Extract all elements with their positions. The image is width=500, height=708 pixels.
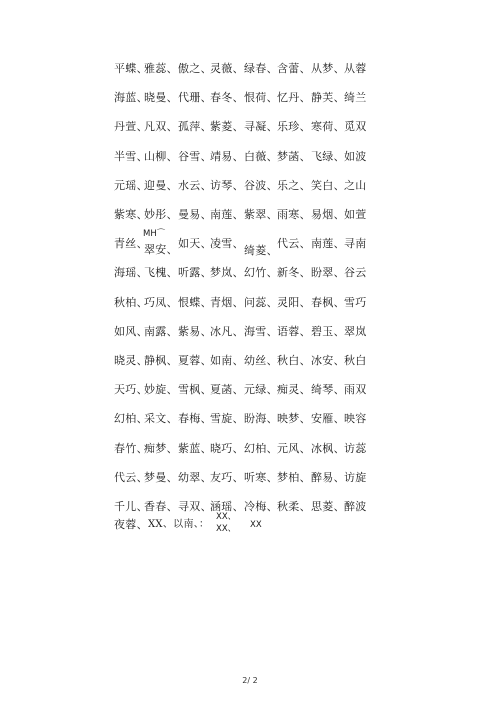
name-cell: 梦岚、 [210, 266, 244, 279]
name-row [0, 120, 500, 140]
name-cell: 曼易、 [178, 208, 212, 221]
name-cell: 访旋 [344, 471, 367, 484]
name-cell: 晓巧、 [210, 442, 244, 455]
name-cell: 春竹、 [114, 442, 148, 455]
name-cell: 千儿、 [114, 500, 148, 513]
name-cell: 灵薇、 [210, 62, 244, 75]
name-cell: 梦曼、 [144, 471, 178, 484]
last-row-word: 夜蓉、 [114, 518, 148, 531]
name-cell: 绮兰 [344, 91, 367, 104]
name-cell: 冰安、 [311, 354, 345, 367]
name-cell: 醉波 [344, 500, 367, 513]
name-cell: 紫蓝、 [178, 442, 212, 455]
name-cell: 雨双 [344, 383, 367, 396]
name-cell: 紫翠、 [244, 208, 278, 221]
last-row-xx-2: XX、 [216, 512, 237, 522]
name-row [0, 383, 500, 403]
name-cell: 如波 [344, 150, 367, 163]
name-cell: 觅双 [344, 120, 367, 133]
name-cell: 晓曼、 [144, 91, 178, 104]
name-cell: 夏蓉、 [178, 354, 212, 367]
name-row [0, 442, 500, 462]
name-cell: 天巧、 [114, 383, 148, 396]
name-cell: 代云、 [277, 237, 311, 250]
name-cell: 寒荷、 [311, 120, 345, 133]
name-cell: 雨寒、 [277, 208, 311, 221]
name-cell: 白薇、 [244, 150, 278, 163]
name-cell: 平蝶、 [114, 62, 148, 75]
name-cell: 采文、 [144, 412, 178, 425]
name-cell: 易烟、 [311, 208, 345, 221]
name-cell: 映梦、 [277, 412, 311, 425]
name-cell: 从蓉 [344, 62, 367, 75]
name-cell: 问蕊、 [244, 296, 278, 309]
name-cell: 痴灵、 [277, 383, 311, 396]
name-cell: 巧凤、 [144, 296, 178, 309]
name-cell: 灵阳、 [277, 296, 311, 309]
name-cell: 香春、 [144, 500, 178, 513]
name-cell: 听露、 [178, 266, 212, 279]
name-row [0, 179, 500, 199]
name-cell: 元风、 [277, 442, 311, 455]
name-cell: 幻柏、 [114, 412, 148, 425]
name-cell: 代云、 [114, 471, 148, 484]
last-row-xx-1: XX、以南、： [148, 519, 210, 530]
name-cell: 春梅、 [178, 412, 212, 425]
name-row [0, 208, 500, 228]
name-cell: 飞绿、 [311, 150, 345, 163]
name-cell: 访琴、 [210, 179, 244, 192]
name-cell: 妙彤、 [144, 208, 178, 221]
name-cell: 静芙、 [311, 91, 345, 104]
name-cell: 如萱 [344, 208, 367, 221]
name-cell: 涵瑶、 [210, 500, 244, 513]
name-cell: 紫易、 [178, 325, 212, 338]
name-row [0, 266, 500, 286]
name-row [0, 62, 500, 82]
name-cell: 从梦、 [311, 62, 345, 75]
name-cell: 恨荷、 [244, 91, 278, 104]
last-row-xx-3: XX、 [216, 524, 237, 534]
name-cell: 思菱、 [311, 500, 345, 513]
name-cell: 紫菱、 [210, 120, 244, 133]
name-cell: 秋柔、 [277, 500, 311, 513]
name-cell: 海蓝、 [114, 91, 148, 104]
name-cell: 寻双、 [178, 500, 212, 513]
name-cell: 雪巧 [344, 296, 367, 309]
name-cell: 乐之、 [277, 179, 311, 192]
name-cell: 凌雪、 [210, 237, 244, 250]
name-cell: 南露、 [144, 325, 178, 338]
name-cell: 谷波、 [244, 179, 278, 192]
name-cell: 半雪、 [114, 150, 148, 163]
name-row [0, 471, 500, 491]
name-cell: 寻凝、 [244, 120, 278, 133]
name-cell: 海雪、 [244, 325, 278, 338]
name-cell: 水云、 [178, 179, 212, 192]
name-cell: 紫寒、 [114, 208, 148, 221]
name-cell: 孤萍、 [178, 120, 212, 133]
name-cell: 秋白 [344, 354, 367, 367]
name-row [0, 91, 500, 111]
name-cell: 乐珍、 [277, 120, 311, 133]
name-cell: 丹萱、 [114, 120, 148, 133]
name-cell: 代珊、 [178, 91, 212, 104]
name-cell: 安雁、 [311, 412, 345, 425]
name-cell: 幻竹、 [244, 266, 278, 279]
name-row [0, 237, 500, 257]
last-row-xx-4: XX [250, 520, 262, 530]
name-cell: 梦菡、 [277, 150, 311, 163]
name-row [0, 500, 500, 520]
name-cell: 雪枫、 [178, 383, 212, 396]
name-cell: 醉易、 [311, 471, 345, 484]
mh-annotation: MH⌒ [143, 229, 166, 239]
name-cell: 绮菱、 [244, 244, 278, 257]
name-cell: 谷雪、 [178, 150, 212, 163]
name-cell: 新冬、 [277, 266, 311, 279]
name-cell: 恨蝶、 [178, 296, 212, 309]
name-cell: 忆丹、 [277, 91, 311, 104]
name-cell: 痴梦、 [144, 442, 178, 455]
name-cell: 南莲、 [311, 237, 345, 250]
name-cell: 元瑶、 [114, 179, 148, 192]
name-cell: 南莲、 [210, 208, 244, 221]
name-cell: 青丝、 [114, 237, 148, 250]
name-cell: 谷云 [344, 266, 367, 279]
name-cell: 听寒、 [244, 471, 278, 484]
name-cell: 凡双、 [144, 120, 178, 133]
name-cell: 之山 [344, 179, 367, 192]
name-cell: 夏菡、 [210, 383, 244, 396]
name-cell: 飞槐、 [144, 266, 178, 279]
name-cell: 寻南 [344, 237, 367, 250]
name-cell: 元绿、 [244, 383, 278, 396]
name-cell: 如天、 [178, 237, 212, 250]
name-cell: 访蕊 [344, 442, 367, 455]
name-cell: 幻柏、 [244, 442, 278, 455]
name-row [0, 150, 500, 170]
name-cell: 盼海、 [244, 412, 278, 425]
name-cell: 笑白、 [311, 179, 345, 192]
name-cell: 傲之、 [178, 62, 212, 75]
name-cell: 青烟、 [210, 296, 244, 309]
name-cell: 绮琴、 [311, 383, 345, 396]
name-cell: 如南、 [210, 354, 244, 367]
name-cell: 幼丝、 [244, 354, 278, 367]
name-cell: 妙旋、 [144, 383, 178, 396]
name-cell: 秋白、 [277, 354, 311, 367]
name-cell: 翠安、 [144, 243, 178, 256]
name-cell: 冰枫、 [311, 442, 345, 455]
name-row [0, 296, 500, 316]
name-cell: 迎曼、 [144, 179, 178, 192]
name-cell: 春枫、 [311, 296, 345, 309]
name-cell: 碧玉、 [311, 325, 345, 338]
name-cell: 秋柏、 [114, 296, 148, 309]
name-cell: 静枫、 [144, 354, 178, 367]
name-cell: 绿春、 [244, 62, 278, 75]
name-cell: 含蕾、 [277, 62, 311, 75]
name-cell: 晓灵、 [114, 354, 148, 367]
name-cell: 映容 [344, 412, 367, 425]
name-row [0, 325, 500, 345]
name-row [0, 354, 500, 374]
name-cell: 幼翠、 [178, 471, 212, 484]
name-cell: 雅蕊、 [144, 62, 178, 75]
name-cell: 冰凡、 [210, 325, 244, 338]
name-cell: 春冬、 [210, 91, 244, 104]
name-cell: 翠岚 [344, 325, 367, 338]
name-cell: 冷梅、 [244, 500, 278, 513]
page-number: 2/ 2 [242, 676, 258, 685]
name-cell: 雪旋、 [210, 412, 244, 425]
name-cell: 海瑶、 [114, 266, 148, 279]
name-cell: 盼翠、 [311, 266, 345, 279]
name-cell: 山柳、 [144, 150, 178, 163]
name-cell: 语蓉、 [277, 325, 311, 338]
name-cell: 如风、 [114, 325, 148, 338]
name-row [0, 412, 500, 432]
name-cell: 靖易、 [210, 150, 244, 163]
name-cell: 友巧、 [210, 471, 244, 484]
name-cell: 梦柏、 [277, 471, 311, 484]
